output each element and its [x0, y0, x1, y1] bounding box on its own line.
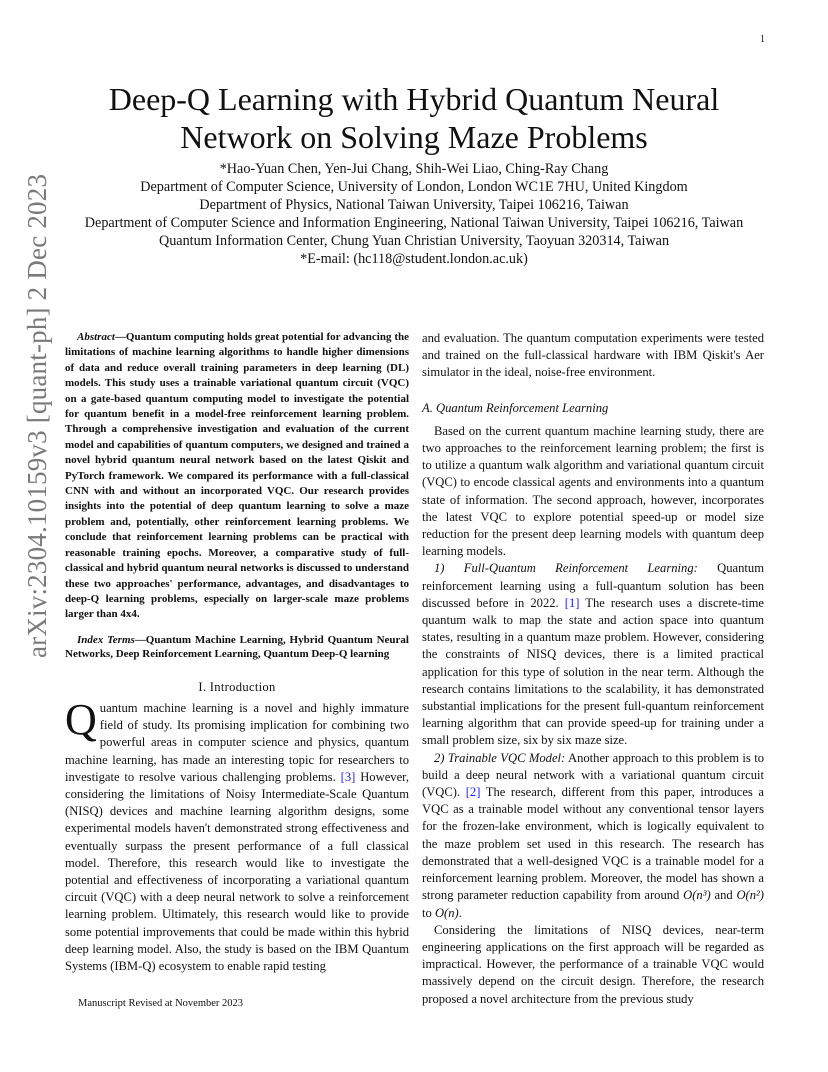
affiliation-3: Department of Computer Science and Information Engineering, National Taiwan University, Taipei 106216, Taiwan [84, 215, 744, 231]
body-text: and [710, 888, 737, 903]
math-expression: O(n²) [736, 888, 764, 903]
index-terms [65, 633, 409, 661]
left-column [65, 330, 409, 975]
math-expression: O(n) [434, 905, 459, 920]
author-names: *Hao-Yuan Chen, Yen-Jui Chang, Shih-Wei Liao, Ching-Ray Chang [219, 161, 609, 177]
body-paragraph: Considering the limitations of NISQ devices, near-term engineering applications on the first approach will be regarded as impractical. However, the performance of a trainable VQC would massively depend on the circuit design. Therefore, the research proposed a novel architecture from the previous study [422, 922, 764, 1006]
affiliation-2: Department of Physics, National Taiwan University, Taipei 106216, Taiwan [199, 197, 629, 213]
body-paragraph: and evaluation. The quantum computation experiments were tested and trained on the full-classical hardware with IBM Qiskit's Aer simulator in the ideal, noise-free environment. [422, 331, 764, 380]
citation-link[interactable]: [3] [340, 769, 356, 784]
footer-note: Manuscript Revised at November 2023 [78, 998, 244, 1009]
right-column [422, 330, 764, 1008]
intro-text-a: uantum machine learning is a novel and highly immature field of study. Its promising implication for combining two powerful areas in computer science and physics, quantum machine learning, has made an interesting topic for researchers to investigate to resolve various challenging problems. [65, 700, 409, 784]
citation-link[interactable]: [2] [465, 785, 481, 800]
body-text: to [422, 905, 435, 920]
body-text: The research, different from this paper, introduces a VQC as a trainable model without any conventional tensor layers for the frozen-lake environment, which is logically equivalent to the maze problem set used in this research. The research has demonstrated that a well-designed VQC is a trainable model for a reinforcement learning problem. Moreover, the model has shown a strong parameter reduction capability from around [422, 785, 764, 903]
affiliation-4: Quantum Information Center, Chung Yuan Christian University, Taoyuan 320314, Taiwan [158, 233, 670, 249]
section-heading-introduction: I. Introduction [198, 679, 276, 694]
body-paragraph [422, 560, 764, 749]
paper-title: Deep-Q Learning with Hybrid Quantum Neural Network on Solving Maze Problems [108, 81, 720, 155]
math-expression: O(n³) [683, 888, 711, 903]
abstract-label: Abstract [77, 331, 115, 343]
subsection-heading: A. Quantum Reinforcement Learning [422, 400, 609, 415]
affiliation-1: Department of Computer Science, University of London, London WC1E 7HU, United Kingdom [140, 179, 688, 195]
body-paragraph [422, 750, 764, 922]
body-text: Quantum reinforcement learning using a full-quantum solution has been discussed before in 2022. [422, 561, 764, 610]
body-text: Another approach to this problem is to build a deep neural network with a variational quantum circuit (VQC). [422, 750, 764, 800]
contact-email: *E-mail: (hc118@student.london.ac.uk) [300, 251, 528, 267]
index-terms-label: Index Terms [77, 633, 135, 646]
drop-cap: Q [65, 694, 97, 744]
page-number: 1 [760, 34, 765, 45]
intro-text-b: However, considering the limitations of Noisy Intermediate-Scale Quantum (NISQ) devices and machine learning algorithm designs, some experimental models haven't demonstrated strong effectiveness and eventually surpass the present performance of a full classical model. Therefore, this research would like to investigate the potential and effectiveness of incorporating a variational quantum circuit (VQC) with a deep neural network to solve a reinforcement learning problem. Ultimately, this research would like to provide some potential improvements that could be made within this hybrid deep learning model. Also, the study is based on the IBM Quantum Systems (IBM-Q) ecosystem to enable rapid testing [65, 769, 410, 973]
abstract [65, 330, 409, 623]
paragraph-label: 1) Full-Quantum Reinforcement Learning: [434, 561, 698, 576]
author-block [60, 160, 768, 268]
index-terms-text: —Quantum Machine Learning, Hybrid Quantum Neural Networks, Deep Reinforcement Learning, Quantum Deep-Q learning [65, 633, 409, 660]
arxiv-identifier[interactable]: arXiv:2304.10159v3 [quant-ph] 2 Dec 2023 [22, 173, 52, 658]
citation-link[interactable]: [1] [564, 595, 580, 610]
abstract-text: —Quantum computing holds great potential for advancing the limitations of machine learning algorithms to handle higher dimensions of data and reduce overall training parameters in deep learning (DL) models. This study uses a trainable variational quantum circuit (VQC) on a gate-based quantum computing model to investigate the potential for quantum benefit in a model-free reinforcement learning problem. Through a comprehensive investigation and evaluation of the current model and capabilities of quantum computers, we designed and trained a novel hybrid quantum neural network based on the latest Qiskit and PyTorch framework. We compared its performance with a full-classical CNN with and without an incorporated VQC. Our research provides insights into the potential of deep quantum learning to solve a maze problem and, potentially, other reinforcement learning problems. We conclude that reinforcement learning problems can be practical with reasonable training epochs. Moreover, a comparative study of full-classical and hybrid quantum neural networks is discussed to understand these two approaches' performance, advantages, and disadvantages to deep-Q learning problems, especially on larger-scale maze problems larger than 4x4. [65, 331, 409, 621]
body-text: . [458, 905, 462, 920]
paragraph-label: 2) Trainable VQC Model: [434, 750, 566, 765]
body-text: The research uses a discrete-time quantum walk to map the state and action space into quantum states, resulting in a quantum maze problem. However, considering the constraints of NISQ devices, there is a limited practical application for this type of solution in the near term. Although the research contains limitations to the scalability, it has demonstrated substantial implications for the present full-quantum reinforcement learning algorithm that can provide speed-up for training under a small problem size, six by six maze size. [422, 595, 764, 748]
intro-paragraph [65, 694, 410, 975]
body-paragraph: Based on the current quantum machine learning study, there are two approaches to the reinforcement learning problem; the first is to utilize a quantum walk algorithm and variational quantum circuit (VQC) to encode classical agents and environments into a quantum state of information. The second approach, however, incorporates the latest VQC to explore potential speed-up or model size reduction for the present deep learning models with quantum deep learning models. [422, 423, 764, 559]
